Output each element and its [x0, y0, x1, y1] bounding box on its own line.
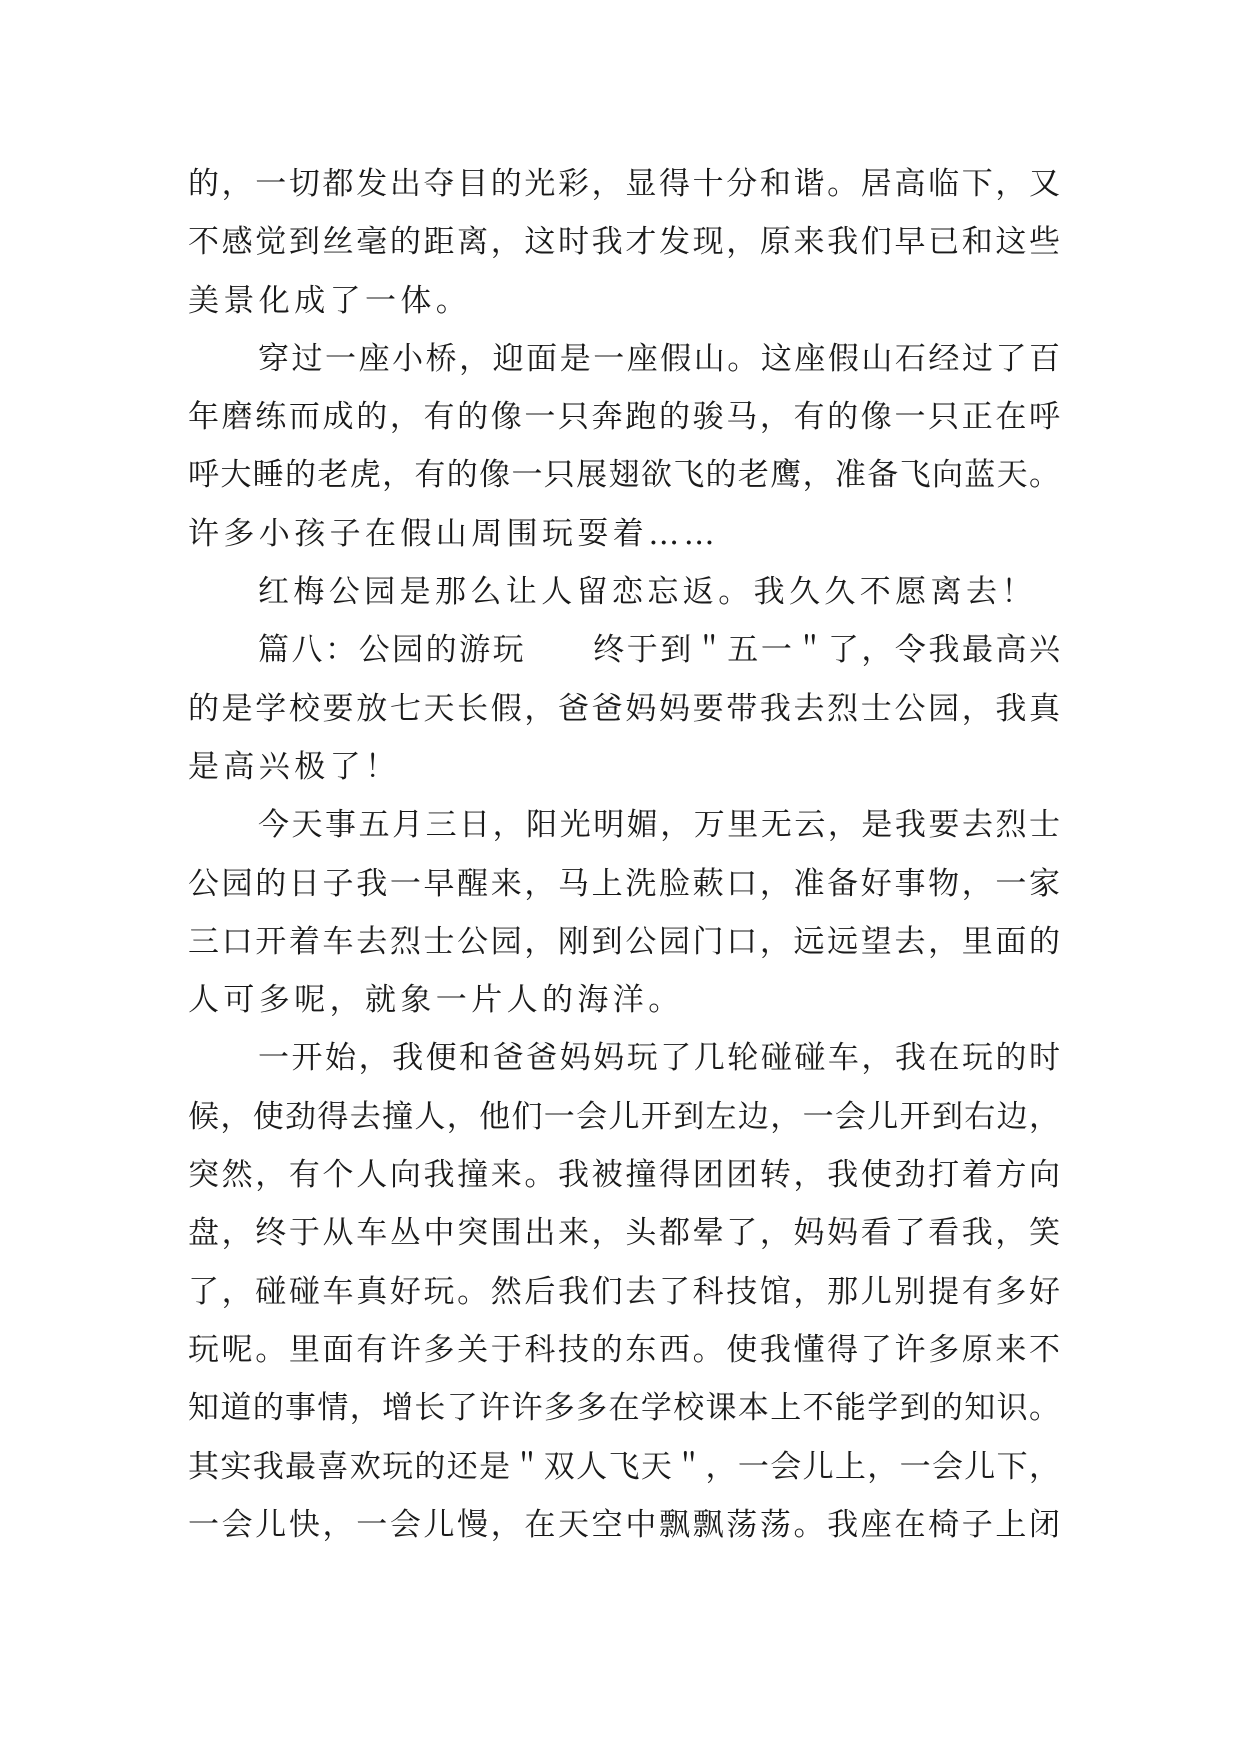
- text-line: 美景化成了一体。: [188, 282, 472, 319]
- text-line: 一会儿快，一会儿慢，在天空中飘飘荡荡。我座在椅子上闭: [188, 1506, 1060, 1543]
- text-line: 公园的日子我一早醒来，马上洗脸蔌口，准备好事物，一家: [188, 865, 1060, 902]
- text-line: 的是学校要放七天长假，爸爸妈妈要带我去烈士公园，我真: [188, 690, 1060, 727]
- text-line: 篇八：公园的游玩 终于到＂五一＂了，令我最高兴: [258, 632, 1060, 669]
- text-line: 候，使劲得去撞人，他们一会儿开到左边，一会儿开到右边，: [188, 1098, 1060, 1135]
- text-line: 今天事五月三日，阳光明媚，万里无云，是我要去烈士: [258, 807, 1060, 844]
- text-line: 了，碰碰车真好玩。然后我们去了科技馆，那儿别提有多好: [188, 1273, 1060, 1310]
- text-line: 一开始，我便和爸爸妈妈玩了几轮碰碰车，我在玩的时: [258, 1040, 1060, 1077]
- text-line: 其实我最喜欢玩的还是＂双人飞天＂，一会儿上，一会儿下，: [188, 1448, 1060, 1485]
- text-line: 呼大睡的老虎，有的像一只展翅欲飞的老鹰，准备飞向蓝天。: [188, 457, 1060, 494]
- text-line: 不感觉到丝毫的距离，这时我才发现，原来我们早已和这些: [188, 224, 1060, 261]
- text-line: 许多小孩子在假山周围玩耍着……: [188, 515, 719, 552]
- article-body: [188, 155, 1060, 1554]
- text-line: 人可多呢，就象一片人的海洋。: [188, 982, 684, 1019]
- text-line: 突然，有个人向我撞来。我被撞得团团转，我使劲打着方向: [188, 1157, 1060, 1194]
- text-line: 知道的事情，增长了许许多多在学校课本上不能学到的知识。: [188, 1390, 1060, 1427]
- text-line: 盘，终于从车丛中突围出来，头都晕了，妈妈看了看我，笑: [188, 1215, 1060, 1252]
- text-line: 三口开着车去烈士公园，刚到公园门口，远远望去，里面的: [188, 923, 1060, 960]
- text-line: 的，一切都发出夺目的光彩，显得十分和谐。居高临下，又: [188, 166, 1060, 202]
- text-line: 是高兴极了！: [188, 748, 401, 785]
- text-line: 红梅公园是那么让人留恋忘返。我久久不愿离去！: [258, 574, 1037, 611]
- text-line: 年磨练而成的，有的像一只奔跑的骏马，有的像一只正在呼: [188, 399, 1060, 436]
- text-line: 玩呢。里面有许多关于科技的东西。使我懂得了许多原来不: [188, 1331, 1060, 1368]
- text-line: 穿过一座小桥，迎面是一座假山。这座假山石经过了百: [258, 340, 1060, 377]
